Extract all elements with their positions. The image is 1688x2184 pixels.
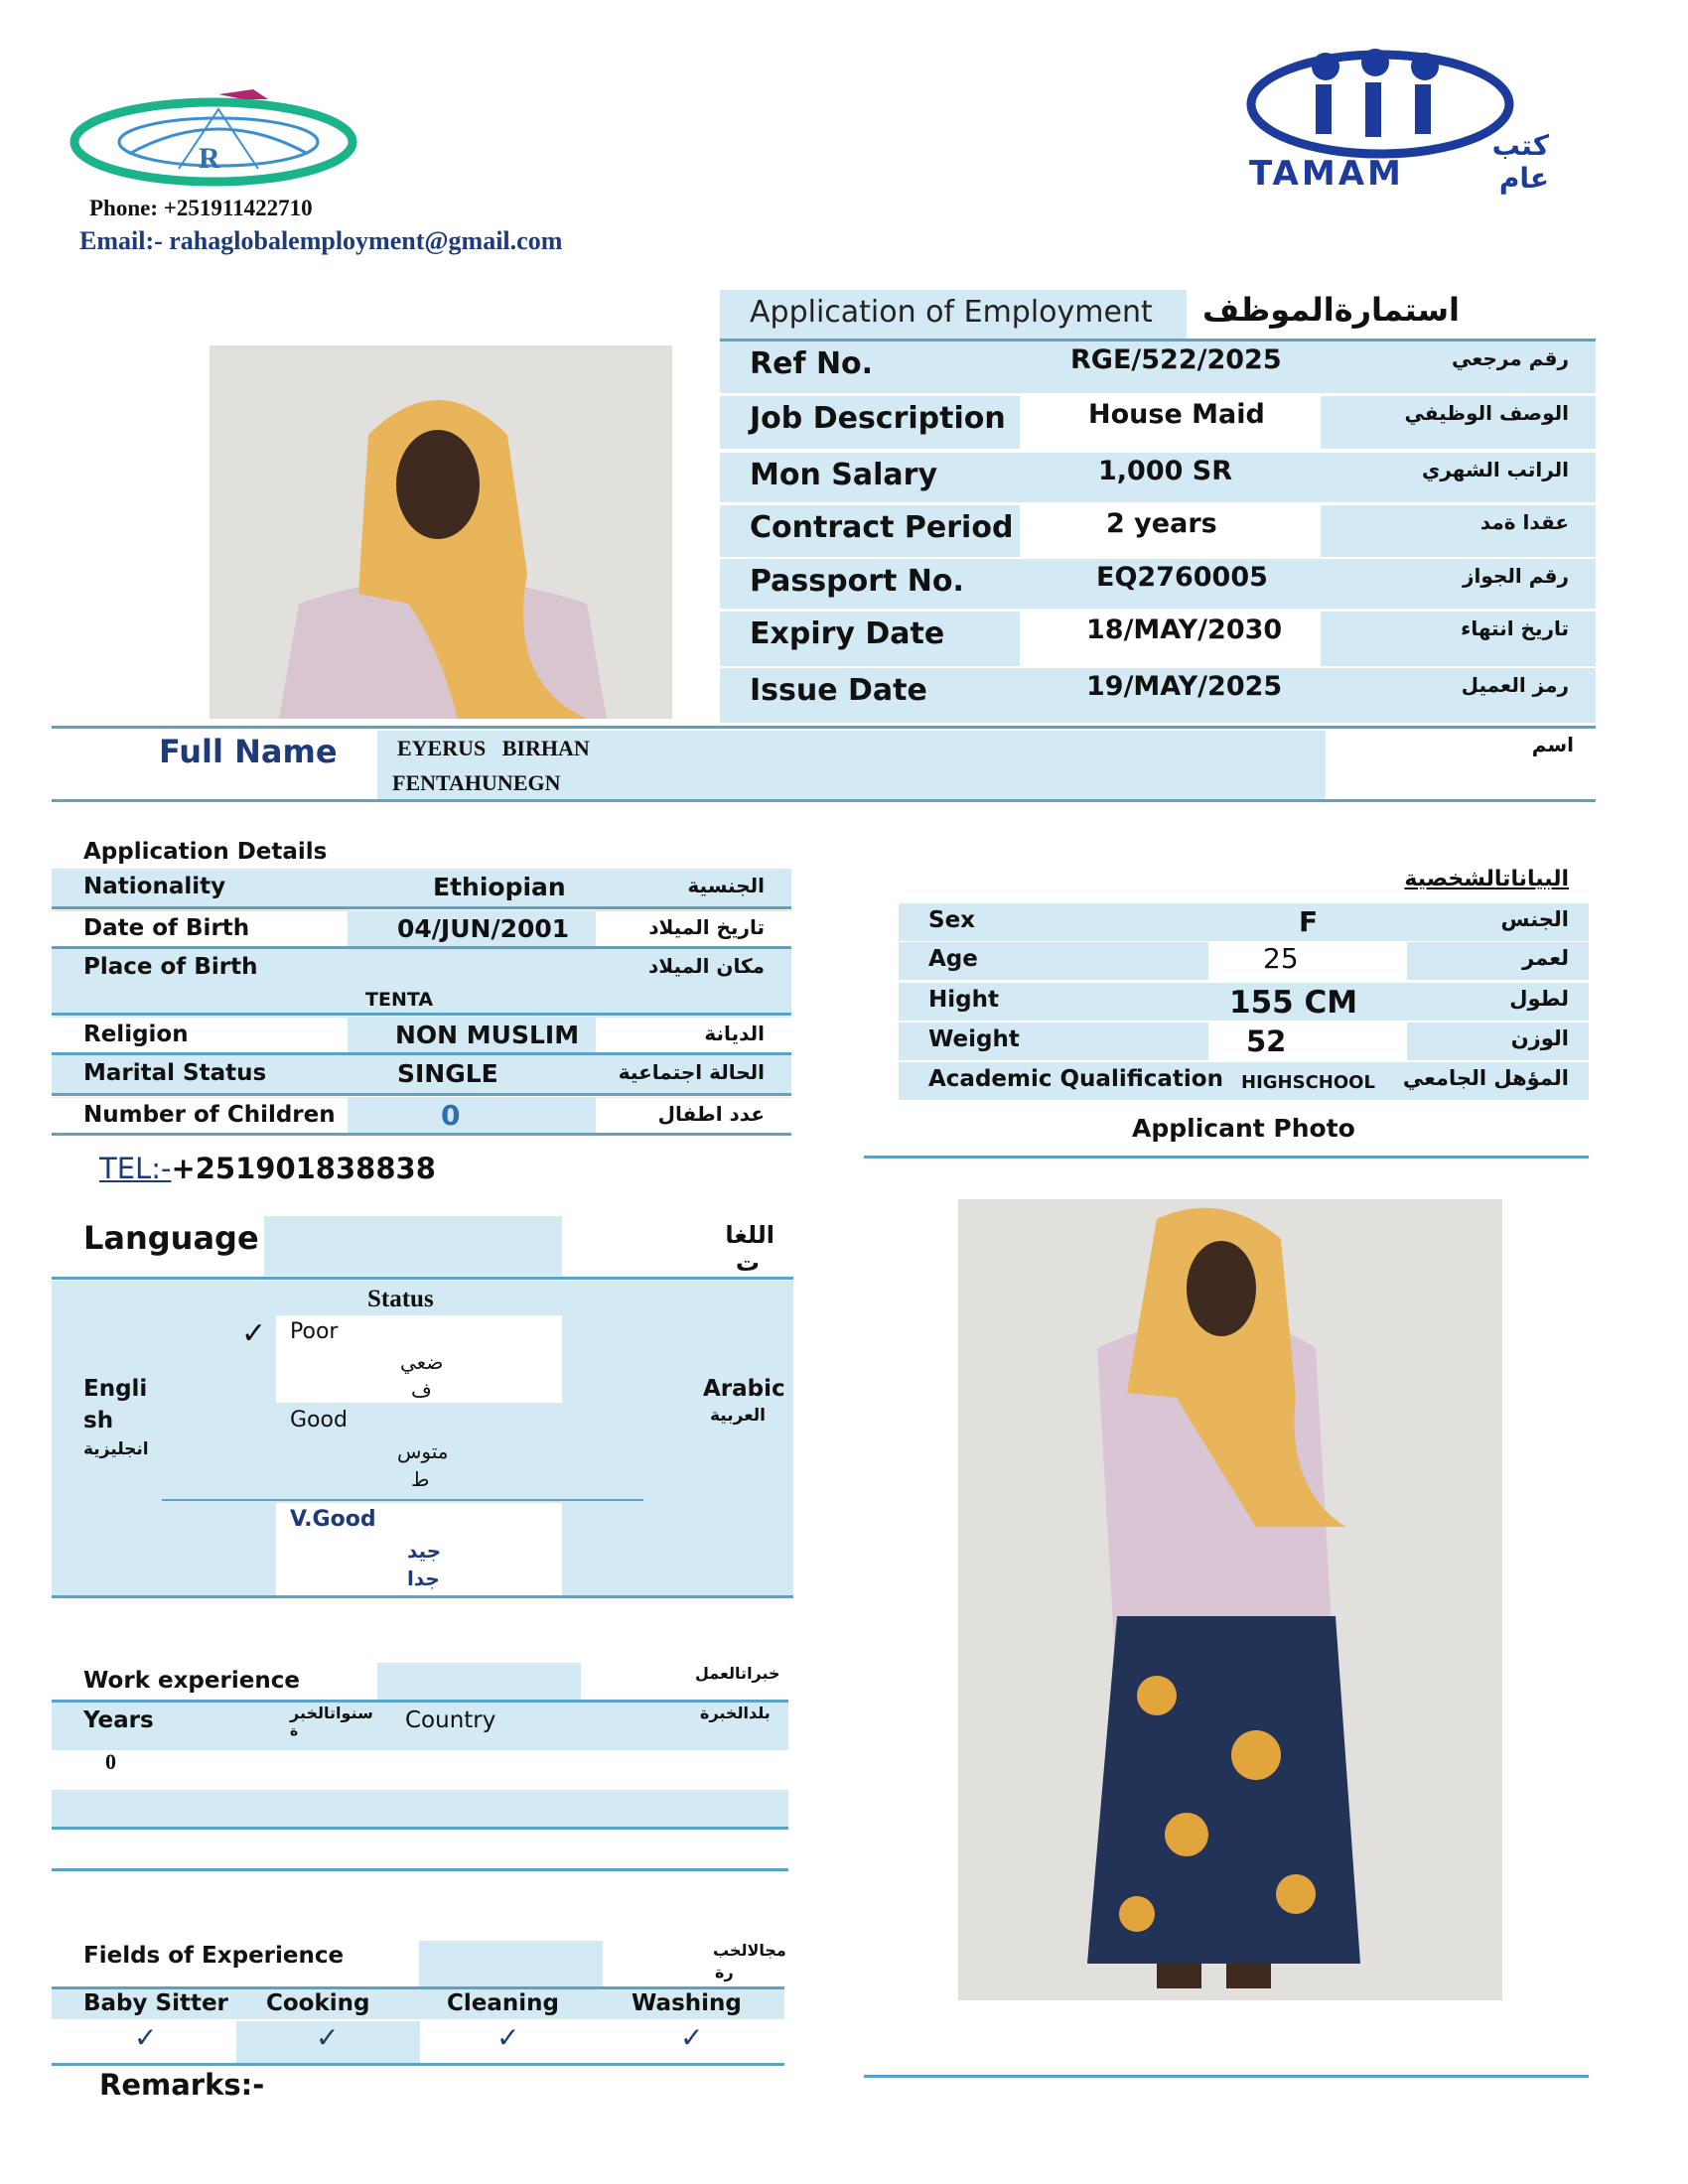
english-label-2: sh [83,1408,114,1433]
level-good-arabic: متوس [397,1439,449,1463]
app-row-label: Number of Children [83,1102,336,1128]
header-phone: Phone: +251911422710 [89,196,313,220]
fields-header-band [419,1941,603,1988]
arabic-label-arabic: العربية [710,1406,767,1426]
field-label: Cooking [266,1990,370,2016]
work-header-band [377,1663,581,1701]
full-name-line1: EYERUS BIRHAN [397,736,590,760]
language-bottom-rule [52,1595,793,1598]
top-row-label: Ref No. [750,346,874,381]
language-header-rule [52,1277,793,1280]
language-status-heading: Status [367,1286,434,1312]
app-row-label: Place of Birth [83,954,258,980]
form-title: Application of Employment [750,295,1153,330]
applicant-headshot [210,345,672,719]
tel-prefix: TEL:- [99,1152,172,1185]
personal-row-arabic: الجنس [1500,907,1569,931]
top-row-arabic: الوصف الوظيفي [1404,401,1569,425]
level-vgood-label: V.Good [290,1507,376,1532]
app-row-rule [52,1013,791,1016]
field-checkmark: ✓ [496,2021,520,2054]
personal-row-arabic: لعمر [1522,946,1569,970]
level-vgood-arabic: جيد [407,1539,442,1563]
full-name-line2: FENTAHUNEGN [392,770,561,795]
work-row-rule [52,1827,788,1830]
full-name-label: Full Name [159,733,338,770]
full-name-arabic: اسم [1531,733,1574,756]
top-row-label: Passport No. [750,564,964,599]
personal-row-white-cell [1208,942,1407,980]
app-row-arabic: الحالة اجتماعية [618,1060,765,1084]
top-row-arabic: رمز العميل [1461,673,1569,697]
photo-caption-rule [864,1156,1589,1159]
application-details-title: Application Details [83,839,328,865]
level-vgood-arabic-2: جدا [407,1567,440,1590]
fields-title: Fields of Experience [83,1943,345,1969]
level-good-rule [162,1499,643,1501]
app-row-value: 04/JUN/2001 [397,914,570,943]
app-row-arabic: عدد اطفال [657,1102,765,1126]
personal-row-label: Academic Qualification [928,1066,1223,1092]
fields-bottom-rule [52,2063,784,2066]
top-row-arabic: رقم الجواز [1463,564,1569,588]
arabic-label: Arabic [703,1376,785,1402]
full-name-top-rule [52,726,1596,729]
personal-row-white-cell [1208,1023,1407,1060]
personal-row-label: Weight [928,1026,1020,1052]
agency-logo-letter: R [199,142,220,175]
personal-row-label: Hight [928,987,999,1013]
app-row-label: Date of Birth [83,915,250,941]
years-label-arabic-2: ة [290,1723,299,1739]
top-row-value: 18/MAY/2030 [1086,614,1283,645]
top-row-label: Contract Period [750,510,1014,545]
top-row-label: Issue Date [750,673,927,708]
top-row-arabic: الراتب الشهري [1422,458,1569,481]
language-title-arabic-2: ت [735,1249,760,1277]
app-row-rule [52,906,791,909]
form-title-arabic: استمارةالموظف [1201,291,1460,329]
top-row-value: EQ2760005 [1096,562,1268,593]
app-row-rule [52,1093,791,1096]
personal-data-title: البياناتالشخصية [1404,867,1569,891]
level-poor-arabic-2: ف [411,1378,432,1402]
field-label: Washing [632,1990,742,2016]
language-title-arabic: اللغا [725,1221,774,1249]
level-good-label: Good [290,1408,348,1433]
app-row-rule [52,1133,791,1136]
app-row-label: Marital Status [83,1060,267,1086]
work-experience-title: Work experience [83,1668,300,1694]
top-row-label: Expiry Date [750,616,945,651]
photo-bottom-rule [864,2075,1589,2078]
work-bottom-rule [52,1868,788,1871]
level-poor-arabic: ضعي [400,1350,444,1374]
fields-title-arabic: مجالالخب [713,1941,786,1960]
personal-row-value: 155 CM [1229,985,1358,1021]
app-row-arabic: مكان الميلاد [648,954,765,978]
english-poor-checkmark: ✓ [241,1316,267,1351]
app-row-value: NON MUSLIM [395,1021,580,1049]
tel-number: +251901838838 [171,1152,436,1185]
english-label: Engli [83,1376,148,1402]
full-name-bottom-rule [52,799,1596,802]
personal-row-arabic: المؤهل الجامعي [1402,1066,1569,1090]
field-checkmark: ✓ [134,2021,158,2054]
english-label-arabic: انجليزية [83,1439,149,1459]
field-checkmark: ✓ [680,2021,704,2054]
personal-row-arabic: الوزن [1510,1026,1569,1050]
personal-row-value: 52 [1246,1024,1287,1058]
top-row-arabic: عقدا ةمد [1479,510,1569,534]
level-good-arabic-2: ط [411,1467,430,1491]
tel-line [99,1152,436,1185]
field-label: Baby Sitter [83,1990,228,2016]
top-row-label: Job Description [750,401,1006,436]
language-header-band [264,1216,562,1276]
country-label: Country [405,1707,496,1733]
header-email: Email:- rahaglobalemployment@gmail.com [79,226,563,255]
top-row-value: 2 years [1106,508,1217,539]
app-row-label: Nationality [83,874,226,899]
personal-row-arabic: لطول [1509,987,1569,1011]
language-title: Language [83,1219,259,1257]
personal-row-value: 25 [1263,942,1299,975]
work-experience-arabic: خبراتالعمل [695,1664,780,1683]
years-label-arabic: سنواتالخبر [290,1704,373,1722]
years-label: Years [83,1707,154,1733]
personal-row-value: HIGHSCHOOL [1241,1072,1375,1093]
field-label: Cleaning [447,1990,559,2016]
work-row-band [52,1790,788,1828]
top-row-value: RGE/522/2025 [1070,344,1282,375]
tamam-logo-arabic: كتب عام [1491,129,1549,195]
app-row-arabic: تاريخ الميلاد [648,915,765,939]
country-label-arabic: بلدالخبرة [700,1704,771,1722]
personal-row-label: Age [928,946,978,972]
personal-row-value: F [1299,905,1319,938]
top-row-label: Mon Salary [750,458,937,492]
app-row-arabic: الديانة [704,1022,765,1045]
years-value: 0 [105,1749,116,1774]
remarks-label: Remarks:- [99,2068,265,2102]
app-row-label: Religion [83,1022,189,1047]
tamam-logo-text: TAMAM [1249,154,1404,194]
top-row-value: 19/MAY/2025 [1086,671,1283,702]
level-poor-label: Poor [290,1319,339,1344]
app-row-value: Ethiopian [433,873,566,901]
top-row-arabic: رقم مرجعي [1451,346,1569,370]
app-row-value: TENTA [365,989,434,1011]
field-checkmark: ✓ [316,2021,340,2054]
top-row-value: 1,000 SR [1098,456,1233,486]
top-row-arabic: تاريخ انتهاء [1461,616,1569,640]
fields-title-arabic-2: رة [715,1963,734,1981]
top-row-value: House Maid [1088,399,1265,430]
personal-row-label: Sex [928,907,975,933]
app-row-arabic: الجنسية [687,874,765,897]
app-row-value: SINGLE [397,1059,498,1088]
app-row-value: 0 [441,1099,461,1132]
applicant-full-photo [958,1199,1502,2000]
applicant-photo-caption: Applicant Photo [1132,1114,1355,1143]
